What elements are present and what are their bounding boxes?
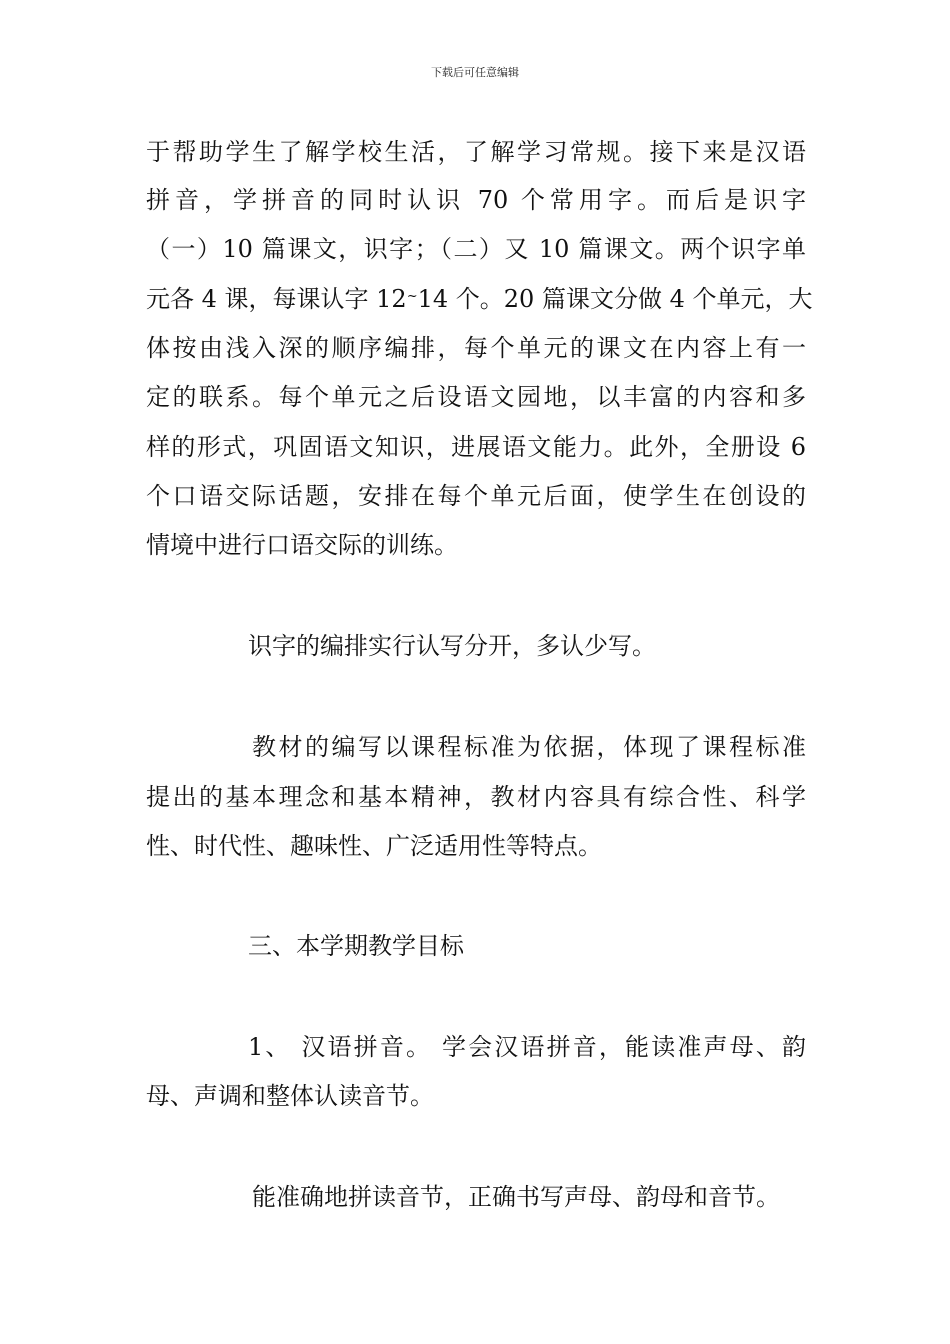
paragraph-line: 于帮助学生了解学校生活，了解学习常规。接下来是汉语 [146, 138, 806, 166]
paragraph-line: 体按由浅入深的顺序编排，每个单元的课文在内容上有一 [146, 334, 806, 362]
section-heading: 三、本学期教学目标 [248, 932, 464, 960]
paragraph-line: 定的联系。每个单元之后设语文园地，以丰富的内容和多 [146, 383, 806, 411]
paragraph-line: 提出的基本理念和基本精神，教材内容具有综合性、科学 [146, 783, 806, 811]
text-segment: 元各 4 课，每课认字 12 [146, 285, 407, 313]
paragraph-line: 情境中进行口语交际的训练。 [146, 531, 458, 559]
paragraph-line: 样的形式，巩固语文知识，进展语文能力。此外，全册设 6 [146, 433, 806, 461]
goal-line: 1、 汉语拼音。 学会汉语拼音，能读准声母、韵 [248, 1033, 806, 1061]
text-segment: 14 个。20 篇课文分做 4 个单元，大 [417, 285, 813, 313]
header-note: 下载后可任意编辑 [431, 66, 519, 79]
paragraph-line: 教材的编写以课程标准为依据，体现了课程标准 [252, 733, 806, 761]
tilde-superscript: ~ [406, 289, 418, 304]
goal-line: 母、声调和整体认读音节。 [146, 1082, 434, 1110]
paragraph-literacy: 识字的编排实行认写分开，多认少写。 [248, 632, 656, 660]
paragraph-line: 性、时代性、趣味性、广泛适用性等特点。 [146, 832, 602, 860]
goal-detail: 能准确地拼读音节，正确书写声母、韵母和音节。 [252, 1183, 780, 1211]
paragraph-line: 拼音，学拼音的同时认识 70 个常用字。而后是识字 [146, 186, 806, 214]
paragraph-line: （一）10 篇课文，识字；（二）又 10 篇课文。两个识字单 [146, 235, 806, 263]
paragraph-line: 个口语交际话题，安排在每个单元后面，使学生在创设的 [146, 482, 806, 510]
paragraph-line-mixed [146, 283, 813, 315]
